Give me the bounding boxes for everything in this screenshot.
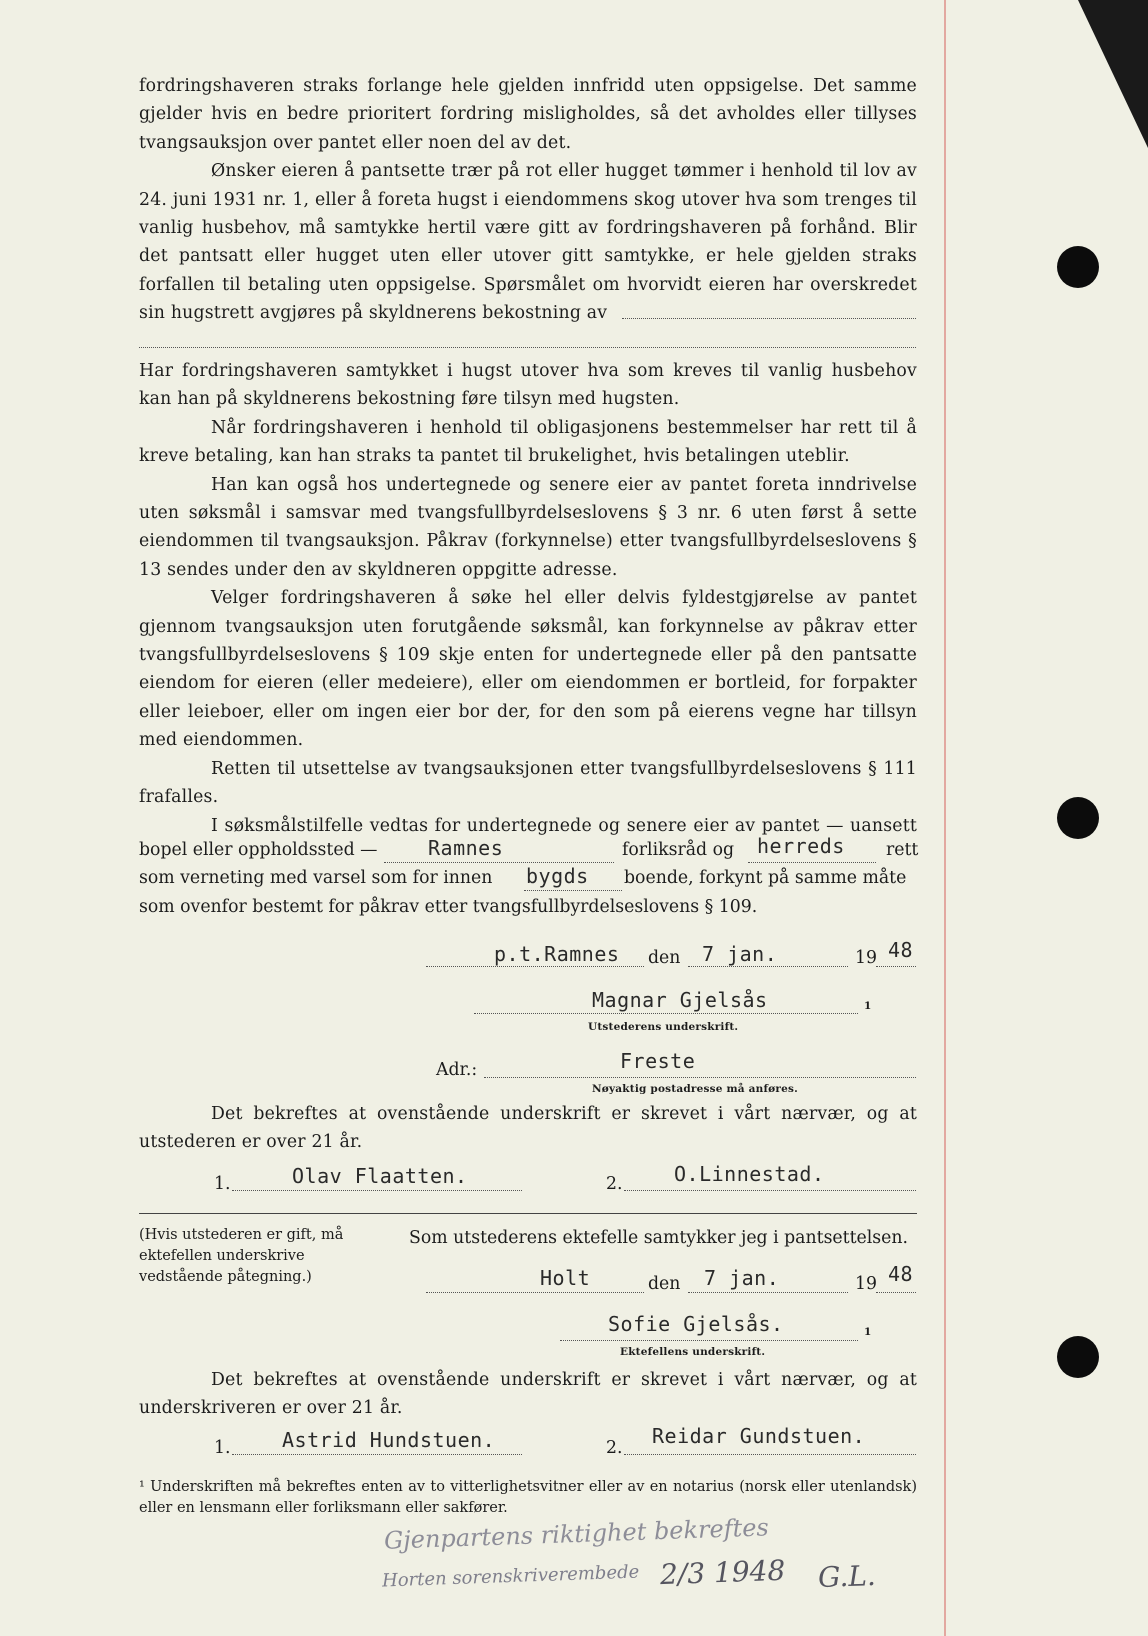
witness-line (232, 1190, 522, 1191)
place-field-2: Holt (540, 1266, 591, 1290)
paragraph-1: fordringshaveren straks forlange hele gjelden innfridd uten oppsigelse. Det samme gjelder hvis en bedre prioritert fordring misligholdes, så det avholdes eller tillyses tvangsauksjon over pantet eller noen del av det. (139, 76, 917, 153)
dotted-line (622, 318, 916, 319)
dotted-line (876, 966, 916, 967)
signature-line (474, 1013, 858, 1014)
footnote-ref: 1 (864, 1326, 872, 1338)
dotted-line (426, 966, 644, 967)
witness-line (624, 1454, 916, 1455)
dotted-line (688, 1292, 848, 1293)
dotted-line (384, 862, 614, 863)
witness-1-number: 1. (214, 1174, 231, 1194)
witness-3-number: 1. (214, 1438, 231, 1458)
year-prefix: 19 (855, 948, 877, 968)
place-field: p.t.Ramnes (494, 942, 620, 966)
body-text-middle (139, 357, 917, 812)
folded-corner (1078, 0, 1148, 148)
date-field: 7 jan. (702, 942, 778, 966)
para8-label: som ovenfor bestemt for påkrav etter tvangsfullbyrdelseslovens § 109. (139, 897, 758, 917)
year-field-2: 48 (888, 1262, 914, 1286)
punch-hole (1057, 797, 1099, 839)
dotted-line (524, 890, 622, 891)
para8-label: bopel eller oppholdssted — (139, 840, 378, 860)
dotted-line (688, 966, 848, 967)
den-label: den (648, 948, 681, 968)
certification-date: 2/3 1948 (659, 1553, 786, 1592)
address-line (484, 1077, 916, 1078)
paragraph-7: Retten til utsettelse av tvangsauksjonen etter tvangsfullbyrdelseslovens § 111 frafalles. (139, 758, 917, 808)
paragraph-2: Ønsker eieren å pantsette trær på rot eller hugget tømmer i henhold til lov av 24. juni 1931 nr. 1, eller å foreta hugst i eiendommens skog utover hva som trenges til vanlig husbehov, må samtykke hertil være gitt av fordringshaveren på forhånd. Blir det pantsatt eller hugget uten eller utover gitt samtykke, er hele gjelden straks forfallen til betaling uten oppsigelse. Spørsmålet om hvorvidt eieren har overskredet sin hugstrett avgjøres på skyldnerens bekostning av (139, 161, 917, 324)
witness-3-signature: Astrid Hundstuen. (282, 1428, 496, 1452)
spouse-consent-text: Som utstederens ektefelle samtykker jeg i pantsettelsen. (409, 1228, 909, 1248)
address-label: Adr.: (436, 1060, 478, 1080)
footnote-ref: 1 (864, 1000, 872, 1012)
confirmation-1: Det bekreftes at ovenstående underskrift er skrevet i vårt nærvær, og at utstederen er over 21 år. (139, 1104, 917, 1153)
witness-1-signature: Olav Flaatten. (292, 1164, 468, 1188)
paragraph-4: Når fordringshaveren i henhold til obligasjonens bestemmelser har rett til å kreve betaling, kan han straks ta pantet til brukelighet, hvis betalingen uteblir. (139, 417, 917, 467)
issuer-signature-caption: Utstederens underskrift. (588, 1021, 739, 1033)
witness-4-signature: Reidar Gundstuen. (652, 1424, 866, 1448)
punch-hole (1057, 1336, 1099, 1378)
year-field: 48 (888, 938, 914, 962)
witness-line (624, 1190, 916, 1191)
witness-2-number: 2. (606, 1174, 623, 1194)
para8-label: som verneting med varsel som for innen (139, 868, 493, 888)
body-text-top (139, 72, 917, 328)
innen-field: bygds (526, 864, 589, 888)
spouse-signature-caption: Ektefellens underskrift. (620, 1346, 766, 1358)
date-field-2: 7 jan. (704, 1266, 780, 1290)
dotted-line (748, 862, 876, 863)
certification-stamp-line-1: Gjenpartens riktighet bekreftes (383, 1513, 770, 1555)
rett-field: herreds (757, 834, 845, 858)
issuer-signature: Magnar Gjelsås (592, 988, 768, 1012)
address-field: Freste (620, 1049, 696, 1073)
married-note: (Hvis utstederen er gift, må ektefellen underskrive vedstående påtegning.) (139, 1227, 344, 1285)
witness-2-signature: O.Linnestad. (674, 1162, 825, 1186)
paragraph-8-line-1: I søksmålstilfelle vedtas for undertegnede og senere eier av pantet — uansett (211, 816, 917, 836)
dotted-line (876, 1292, 916, 1293)
para8-label: rett (886, 840, 919, 860)
footnote: ¹ Underskriften må bekreftes enten av to vitterlighetsvitner eller av en notarius (norsk eller utenlandsk) eller en lensmann eller forliksmann eller sakfører. (139, 1479, 917, 1516)
punch-hole (1057, 246, 1099, 288)
dotted-line (426, 1292, 644, 1293)
forliksrad-field: Ramnes (428, 836, 504, 860)
para8-label: forliksråd og (622, 840, 735, 860)
witness-4-number: 2. (606, 1438, 623, 1458)
section-divider (139, 1213, 917, 1214)
margin-line (944, 0, 946, 1636)
paragraph-6: Velger fordringshaveren å søke hel eller delvis fyldestgjørelse av pantet gjennom tvangsauksjon uten forutgående søksmål, kan forkynnelse av påkrav etter tvangsfullbyrdelseslovens § 109 skje enten for undertegnede eller på den pantsatte eiendom for eieren (eller medeiere), eller om eiendommen er bortleid, for forpakter eller leieboer, eller om ingen eier bor der, for den som på eierens vegne har tillsyn med eiendommen. (139, 588, 917, 751)
witness-line (232, 1454, 522, 1455)
certification-initials: G.L. (817, 1559, 877, 1594)
signature-line (560, 1340, 858, 1341)
year-prefix: 19 (855, 1274, 877, 1294)
paragraph-3: Har fordringshaveren samtykket i hugst utover hva som kreves til vanlig husbehov kan han på skyldnerens bekostning føre tilsyn med hugsten. (139, 361, 917, 410)
address-caption: Nøyaktig postadresse må anføres. (592, 1083, 798, 1095)
dotted-line (139, 347, 916, 348)
paragraph-5: Han kan også hos undertegnede og senere eier av pantet foreta inndrivelse uten søksmål i samsvar med tvangsfullbyrdelseslovens § 3 nr. 6 uten først å sette eiendommen til tvangsauksjon. Påkrav (forkynnelse) etter tvangsfullbyrdelseslovens § 13 sendes under den av skyldneren oppgitte adresse. (139, 474, 917, 580)
para8-label: boende, forkynt på samme måte (624, 868, 907, 888)
certification-stamp-line-2: Horten sorenskriverembede (381, 1561, 640, 1592)
spouse-signature: Sofie Gjelsås. (608, 1312, 784, 1336)
den-label: den (648, 1274, 681, 1294)
confirmation-2: Det bekreftes at ovenstående underskrift er skrevet i vårt nærvær, og at underskriveren er over 21 år. (139, 1370, 917, 1419)
